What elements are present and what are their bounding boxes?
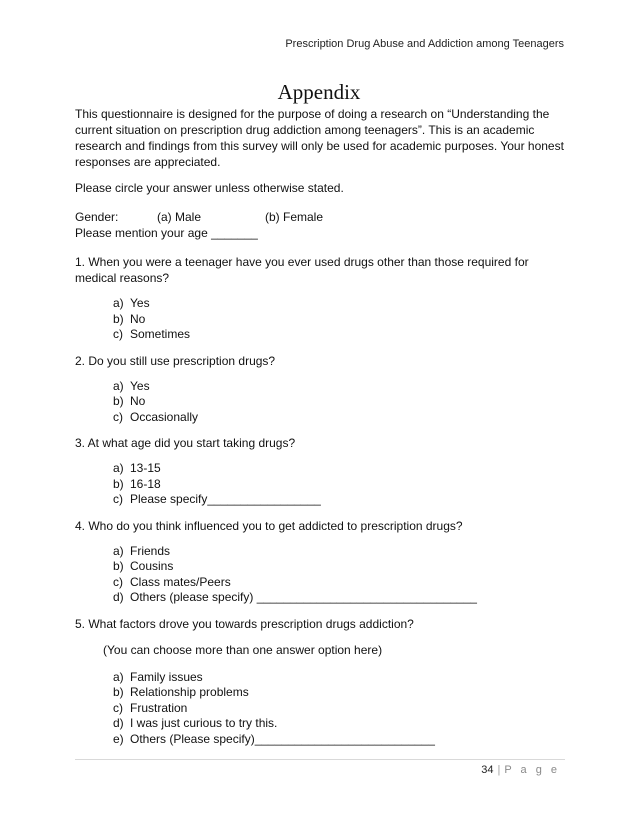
option-text: Yes bbox=[130, 378, 150, 393]
option-text: Please specify_________________ bbox=[130, 492, 321, 506]
option-text: Frustration bbox=[130, 700, 188, 715]
option-letter: a) bbox=[113, 296, 124, 310]
footer-separator: | bbox=[497, 764, 501, 776]
option-text: 16-18 bbox=[130, 476, 161, 491]
running-header: Prescription Drug Abuse and Addiction among Teenagers bbox=[285, 38, 564, 50]
question-3: 3. At what age did you start taking drugs? bbox=[75, 436, 296, 450]
option-letter: c) bbox=[113, 700, 123, 715]
option-letter: a) bbox=[113, 378, 124, 393]
option-item bbox=[113, 685, 565, 701]
option-letter: b) bbox=[113, 476, 124, 491]
page-title: Appendix bbox=[277, 80, 361, 104]
page-word: P a g e bbox=[504, 764, 560, 776]
option-letter: e) bbox=[113, 731, 124, 746]
option-item bbox=[113, 410, 565, 426]
gender-option-female: (b) Female bbox=[265, 210, 324, 224]
question-5: 5. What factors drove you towards prescription drugs addiction? bbox=[75, 616, 414, 631]
gender-label: Gender: bbox=[75, 210, 119, 224]
option-item bbox=[113, 492, 565, 508]
option-item bbox=[113, 327, 565, 343]
option-letter: b) bbox=[113, 559, 124, 573]
option-letter: a) bbox=[113, 543, 124, 558]
option-text: Yes bbox=[130, 296, 150, 310]
option-text: Class mates/Peers bbox=[130, 574, 231, 589]
instruction-text: Please circle your answer unless otherwise stated. bbox=[75, 181, 344, 195]
option-item bbox=[113, 716, 565, 732]
option-text: Sometimes bbox=[130, 327, 191, 341]
option-letter: d) bbox=[113, 590, 124, 604]
option-text: Cousins bbox=[130, 559, 174, 573]
option-letter: c) bbox=[113, 574, 123, 589]
intro-paragraph: This questionnaire is designed for the purpose of doing a research on “Understanding the current situation on prescription drug addiction among teenagers”. This is an academic research and findings from this survey will only be used for academic purposes. Your honest responses are appreciated. bbox=[75, 107, 564, 169]
option-letter: a) bbox=[113, 669, 124, 684]
option-item bbox=[113, 312, 565, 328]
option-item bbox=[113, 590, 565, 606]
question-4: 4. Who do you think influenced you to get addicted to prescription drugs? bbox=[75, 518, 463, 533]
option-text: Family issues bbox=[130, 669, 203, 684]
option-item bbox=[113, 575, 565, 591]
option-item bbox=[113, 461, 565, 477]
option-letter: d) bbox=[113, 716, 124, 730]
option-text: Relationship problems bbox=[130, 685, 249, 699]
option-item bbox=[113, 544, 565, 560]
option-letter: c) bbox=[113, 409, 123, 424]
gender-row bbox=[75, 209, 565, 225]
option-letter: a) bbox=[113, 461, 124, 475]
option-item bbox=[113, 670, 565, 686]
option-item bbox=[113, 296, 565, 312]
option-item bbox=[113, 394, 565, 410]
question-4-options bbox=[75, 544, 565, 606]
age-prompt: Please mention your age _______ bbox=[75, 226, 258, 240]
option-text: 13-15 bbox=[130, 461, 161, 475]
option-text: Others (please specify) _________________________________ bbox=[130, 590, 477, 604]
gender-option-male: (a) Male bbox=[157, 210, 202, 224]
option-text: Others (Please specify)___________________________ bbox=[130, 731, 435, 746]
page-footer bbox=[481, 764, 560, 776]
option-item bbox=[113, 559, 565, 575]
option-letter: b) bbox=[113, 685, 124, 699]
question-1: 1. When you were a teenager have you ever used drugs other than those required for medical reasons? bbox=[75, 255, 529, 285]
option-letter: c) bbox=[113, 327, 123, 341]
option-item bbox=[113, 477, 565, 493]
option-text: No bbox=[130, 394, 146, 408]
option-item bbox=[113, 701, 565, 717]
questionnaire-body bbox=[75, 106, 565, 757]
page-number: 34 bbox=[481, 764, 494, 776]
option-text: No bbox=[130, 311, 146, 326]
option-letter: b) bbox=[113, 311, 124, 326]
footer-divider bbox=[75, 759, 565, 760]
question-1-options bbox=[75, 296, 565, 343]
question-2: 2. Do you still use prescription drugs? bbox=[75, 353, 276, 368]
option-item bbox=[113, 732, 565, 748]
question-2-options bbox=[75, 379, 565, 426]
option-letter: b) bbox=[113, 394, 124, 408]
option-text: Friends bbox=[130, 543, 171, 558]
question-5-options bbox=[75, 670, 565, 748]
option-text: I was just curious to try this. bbox=[130, 716, 278, 730]
option-item bbox=[113, 379, 565, 395]
option-letter: c) bbox=[113, 492, 123, 506]
question-5-note: (You can choose more than one answer option here) bbox=[103, 642, 383, 657]
option-text: Occasionally bbox=[130, 409, 199, 424]
question-3-options bbox=[75, 461, 565, 508]
